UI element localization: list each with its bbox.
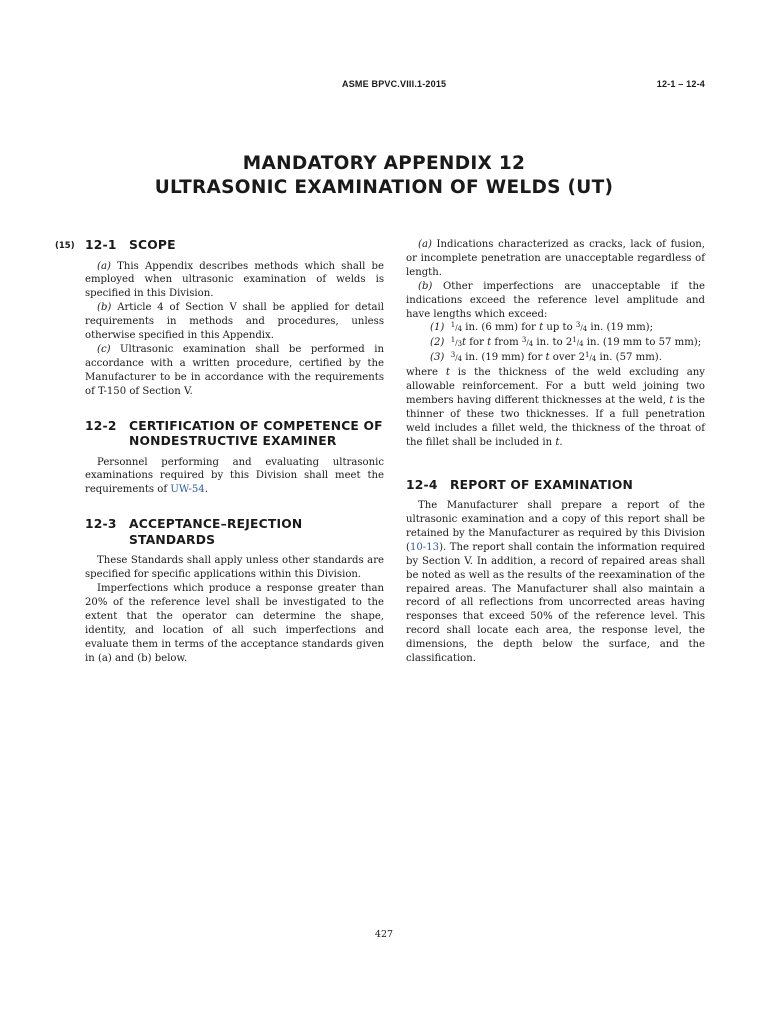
paragraph-12-4 bbox=[406, 499, 705, 666]
fraction: 3/4 bbox=[575, 321, 588, 334]
section-title: REPORT OF EXAMINATION bbox=[450, 477, 634, 492]
list-text: for bbox=[466, 337, 488, 349]
variable-t: t bbox=[545, 352, 550, 364]
paragraph-where bbox=[406, 366, 705, 449]
numerator: 3 bbox=[450, 351, 456, 360]
page-number: 427 bbox=[374, 929, 394, 940]
section-12-1-heading-wrap bbox=[55, 238, 384, 254]
appendix-title bbox=[0, 152, 768, 200]
revision-mark: (15) bbox=[55, 241, 75, 251]
item-label: (a) bbox=[418, 239, 432, 250]
section-number: 12-3 bbox=[85, 517, 117, 532]
paragraph-12-3-p2: Imperfections which produce a response greater than 20% of the reference level shall be investigated to the extent that the operator can determine the shape, identity, and location of all such imperfections and evaluate them in terms of the acceptance standards given in (a) and (b) below. bbox=[85, 583, 384, 664]
section-title: CERTIFICATION OF COMPETENCE OF NONDESTRUCTIVE EXAMINER bbox=[129, 418, 383, 449]
section-number: 12-1 bbox=[85, 238, 117, 252]
section-number: 12-4 bbox=[406, 477, 438, 492]
paragraph-text: Article 4 of Section V shall be applied for detail requirements in methods and procedures, unless otherwise specified in this Appendix. bbox=[85, 302, 384, 342]
list-text: in. (57 mm). bbox=[596, 352, 662, 364]
paragraph-12-3-a bbox=[406, 238, 705, 280]
item-label: (a) bbox=[97, 260, 111, 272]
denominator: 4 bbox=[591, 355, 597, 364]
section-title: SCOPE bbox=[129, 238, 176, 252]
fraction: 1/3 bbox=[450, 336, 463, 349]
left-column bbox=[55, 238, 384, 666]
variable-t: t bbox=[487, 337, 492, 349]
header-standard: ASME BPVC.VIII.1-2015 bbox=[342, 79, 447, 89]
section-12-2-heading bbox=[85, 419, 384, 450]
list-text: in. (6 mm) for bbox=[462, 322, 540, 334]
list-text: in. (19 mm to 57 mm); bbox=[583, 337, 702, 349]
numerator: 3 bbox=[521, 336, 527, 345]
section-12-1-heading bbox=[85, 238, 384, 254]
fraction: 1/4 bbox=[585, 351, 597, 364]
variable-t: t bbox=[669, 394, 674, 406]
paragraph-text: Personnel performing and evaluating ultrasonic examinations required by this Division shall meet the requirements of bbox=[85, 456, 384, 496]
variable-t: t bbox=[445, 367, 450, 379]
list-item-1 bbox=[406, 321, 705, 336]
right-column bbox=[406, 238, 705, 666]
variable-t: t bbox=[539, 322, 544, 334]
numerator: 1 bbox=[572, 336, 577, 345]
paragraph-text: Indications characterized as cracks, lack of fusion, or incomplete penetration are unacceptable regardless of length. bbox=[406, 239, 705, 278]
paragraph-text: . bbox=[204, 484, 208, 496]
numerator: 1 bbox=[585, 351, 590, 360]
paragraph-12-1-b bbox=[85, 301, 384, 343]
list-text: in. (19 mm); bbox=[587, 322, 654, 334]
fraction: 1/4 bbox=[450, 321, 463, 334]
list-text: over 2 bbox=[549, 352, 585, 364]
paragraph-text: where bbox=[406, 367, 446, 379]
header-section-range: 12-1 – 12-4 bbox=[656, 79, 705, 89]
variable-t: t bbox=[462, 337, 467, 349]
section-title: ACCEPTANCE–REJECTION STANDARDS bbox=[129, 517, 303, 547]
denominator: 4 bbox=[457, 355, 463, 364]
fraction: 3/4 bbox=[450, 351, 463, 364]
list-item-2 bbox=[406, 336, 705, 351]
paragraph-12-1-a bbox=[85, 260, 384, 302]
denominator: 3 bbox=[457, 340, 463, 349]
list-item-3 bbox=[406, 351, 705, 366]
paragraph-12-3-b bbox=[406, 280, 705, 322]
numerator: 3 bbox=[575, 321, 581, 330]
list-text: up to bbox=[543, 322, 576, 334]
title-line-1: MANDATORY APPENDIX 12 bbox=[242, 153, 526, 174]
list-text: from bbox=[491, 337, 522, 349]
paragraph-12-2 bbox=[85, 456, 384, 498]
item-label: (c) bbox=[97, 343, 111, 355]
paragraph-text: . bbox=[559, 436, 563, 448]
fraction: 3/4 bbox=[521, 336, 534, 349]
item-label: (2) bbox=[430, 337, 445, 349]
paragraph-text: ). The report shall contain the information required by Section V. In addition, a record of repaired areas shall be noted as well as the results of the reexamination of the repaired areas. The Manufacturer shall also maintain a record of all reflections from uncorrected areas having responses that exceed 50% of the reference level. This record shall locate each area, the response level, the dimensions, the depth below the surface, and the classification. bbox=[406, 541, 705, 665]
denominator: 4 bbox=[579, 340, 584, 349]
item-label: (3) bbox=[430, 352, 445, 364]
item-label: (b) bbox=[97, 302, 112, 314]
denominator: 4 bbox=[457, 325, 463, 334]
item-label: (b) bbox=[418, 280, 433, 292]
numerator: 1 bbox=[450, 321, 456, 330]
list-text: in. (19 mm) for bbox=[462, 352, 546, 364]
section-number: 12-2 bbox=[85, 418, 117, 433]
title-line-2: ULTRASONIC EXAMINATION OF WELDS (UT) bbox=[154, 177, 614, 198]
denominator: 4 bbox=[582, 325, 588, 334]
paragraph-12-3-p1: These Standards shall apply unless other standards are specified for specific applications within this Division. bbox=[85, 555, 384, 581]
denominator: 4 bbox=[528, 340, 534, 349]
paragraph-text: Other imperfections are unacceptable if the indications exceed the reference level amplitude and have lengths which exceed: bbox=[406, 280, 705, 320]
paragraph-12-1-c bbox=[85, 343, 384, 399]
paragraph-text: Ultrasonic examination shall be performed in accordance with a written procedure, certified by the Manufacturer to be in accordance with the requirements of T-150 of Section V. bbox=[85, 343, 384, 397]
item-label: (1) bbox=[430, 322, 445, 334]
10-13-link[interactable]: 10-13 bbox=[409, 541, 440, 553]
variable-t: t bbox=[555, 436, 560, 448]
paragraph-text: is the thickness of the weld excluding any allowable reinforcement. For a butt weld joining two members having different thicknesses at the weld, bbox=[406, 367, 705, 406]
numerator: 1 bbox=[450, 336, 456, 345]
section-12-3-heading bbox=[85, 517, 384, 548]
list-text: in. to 2 bbox=[533, 337, 573, 349]
fraction: 1/4 bbox=[572, 336, 584, 349]
paragraph-text: The Manufacturer shall prepare a report of the ultrasonic examination and a copy of this report shall be retained by the Manufacturer as required by this Division ( bbox=[406, 500, 705, 553]
paragraph-text: This Appendix describes methods which shall be employed when ultrasonic examination of welds is specified in this Division. bbox=[85, 260, 384, 300]
paragraph-text: is the thinner of these two thicknesses. If a full penetration weld includes a fillet weld, the thickness of the throat of the fillet shall be included in bbox=[406, 394, 706, 448]
section-12-4-heading bbox=[406, 478, 705, 494]
uw-54-link[interactable]: UW-54 bbox=[170, 484, 205, 496]
